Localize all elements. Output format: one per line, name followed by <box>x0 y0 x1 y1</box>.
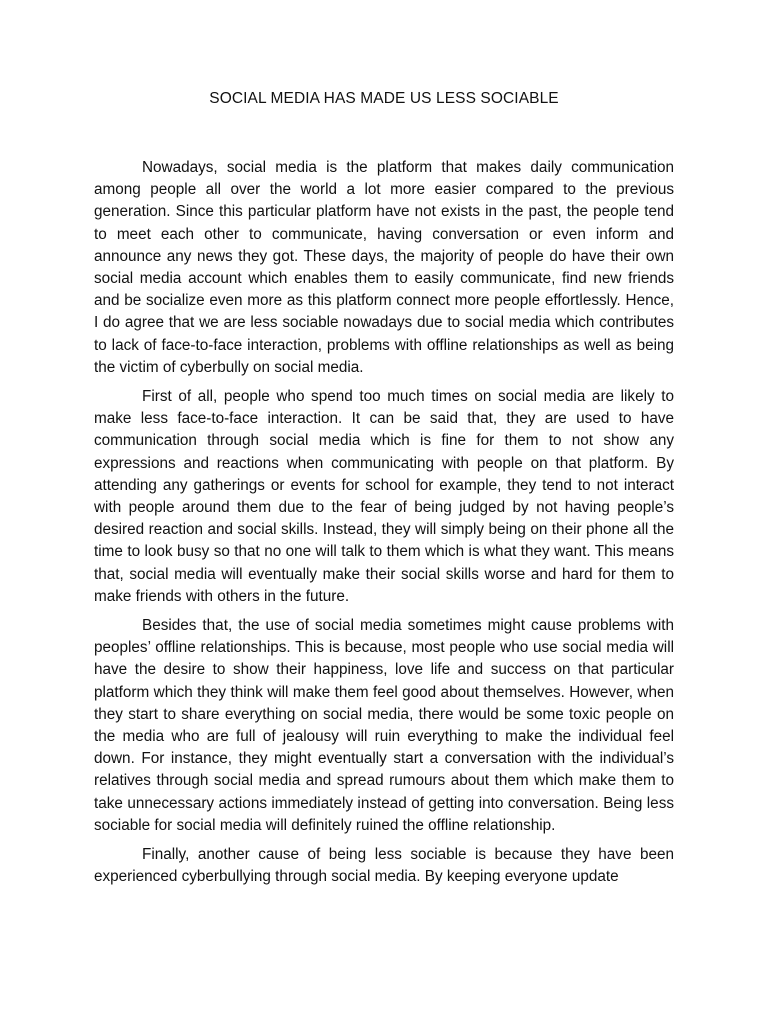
document-title: SOCIAL MEDIA HAS MADE US LESS SOCIABLE <box>209 90 559 107</box>
paragraph-face-to-face: First of all, people who spend too much times on social media are likely to make less face-to-face interaction. It can be said that, they are used to have communication through social media which is fine for them to not show any expressions and reactions when communicating with people on that platform. By attending any gatherings or events for school for example, they tend to not interact with people around them due to the fear of being judged by not having people’s desired reaction and social skills. Instead, they will simply being on their phone all the time to look busy so that no one will talk to them which is what they want. This means that, social media will eventually make their social skills worse and hard for them to make friends with others in the future. <box>94 388 674 605</box>
paragraph-intro: Nowadays, social media is the platform that makes daily communication among people all over the world a lot more easier compared to the previous generation. Since this particular platform have not exists in the past, the people tend to meet each other to communicate, having conversation or even inform and announce any news they got. These days, the majority of people do have their own social media account which enables them to easily communicate, find new friends and be socialize even more as this platform connect more people effortlessly. Hence, I do agree that we are less sociable nowadays due to social media which contributes to lack of face-to-face interaction, problems with offline relationships as well as being the victim of cyberbully on social media. <box>94 159 674 376</box>
paragraph-offline-relationships: Besides that, the use of social media sometimes might cause problems with peoples’ offline relationships. This is because, most people who use social media will have the desire to show their happiness, love life and success on that particular platform which they think will make them feel good about themselves. However, when they start to share everything on social media, there would be some toxic people on the media who are full of jealousy will ruin everything to make the individual feel down. For instance, they might eventually start a conversation with the individual’s relatives through social media and spread rumours about them which make them to take unnecessary actions immediately instead of getting into conversation. Being less sociable for social media will definitely ruined the offline relationship. <box>94 617 674 834</box>
paragraph-cyberbullying: Finally, another cause of being less sociable is because they have been experienced cyberbullying through social media. By keeping everyone update <box>94 846 674 886</box>
document-body <box>94 157 674 896</box>
